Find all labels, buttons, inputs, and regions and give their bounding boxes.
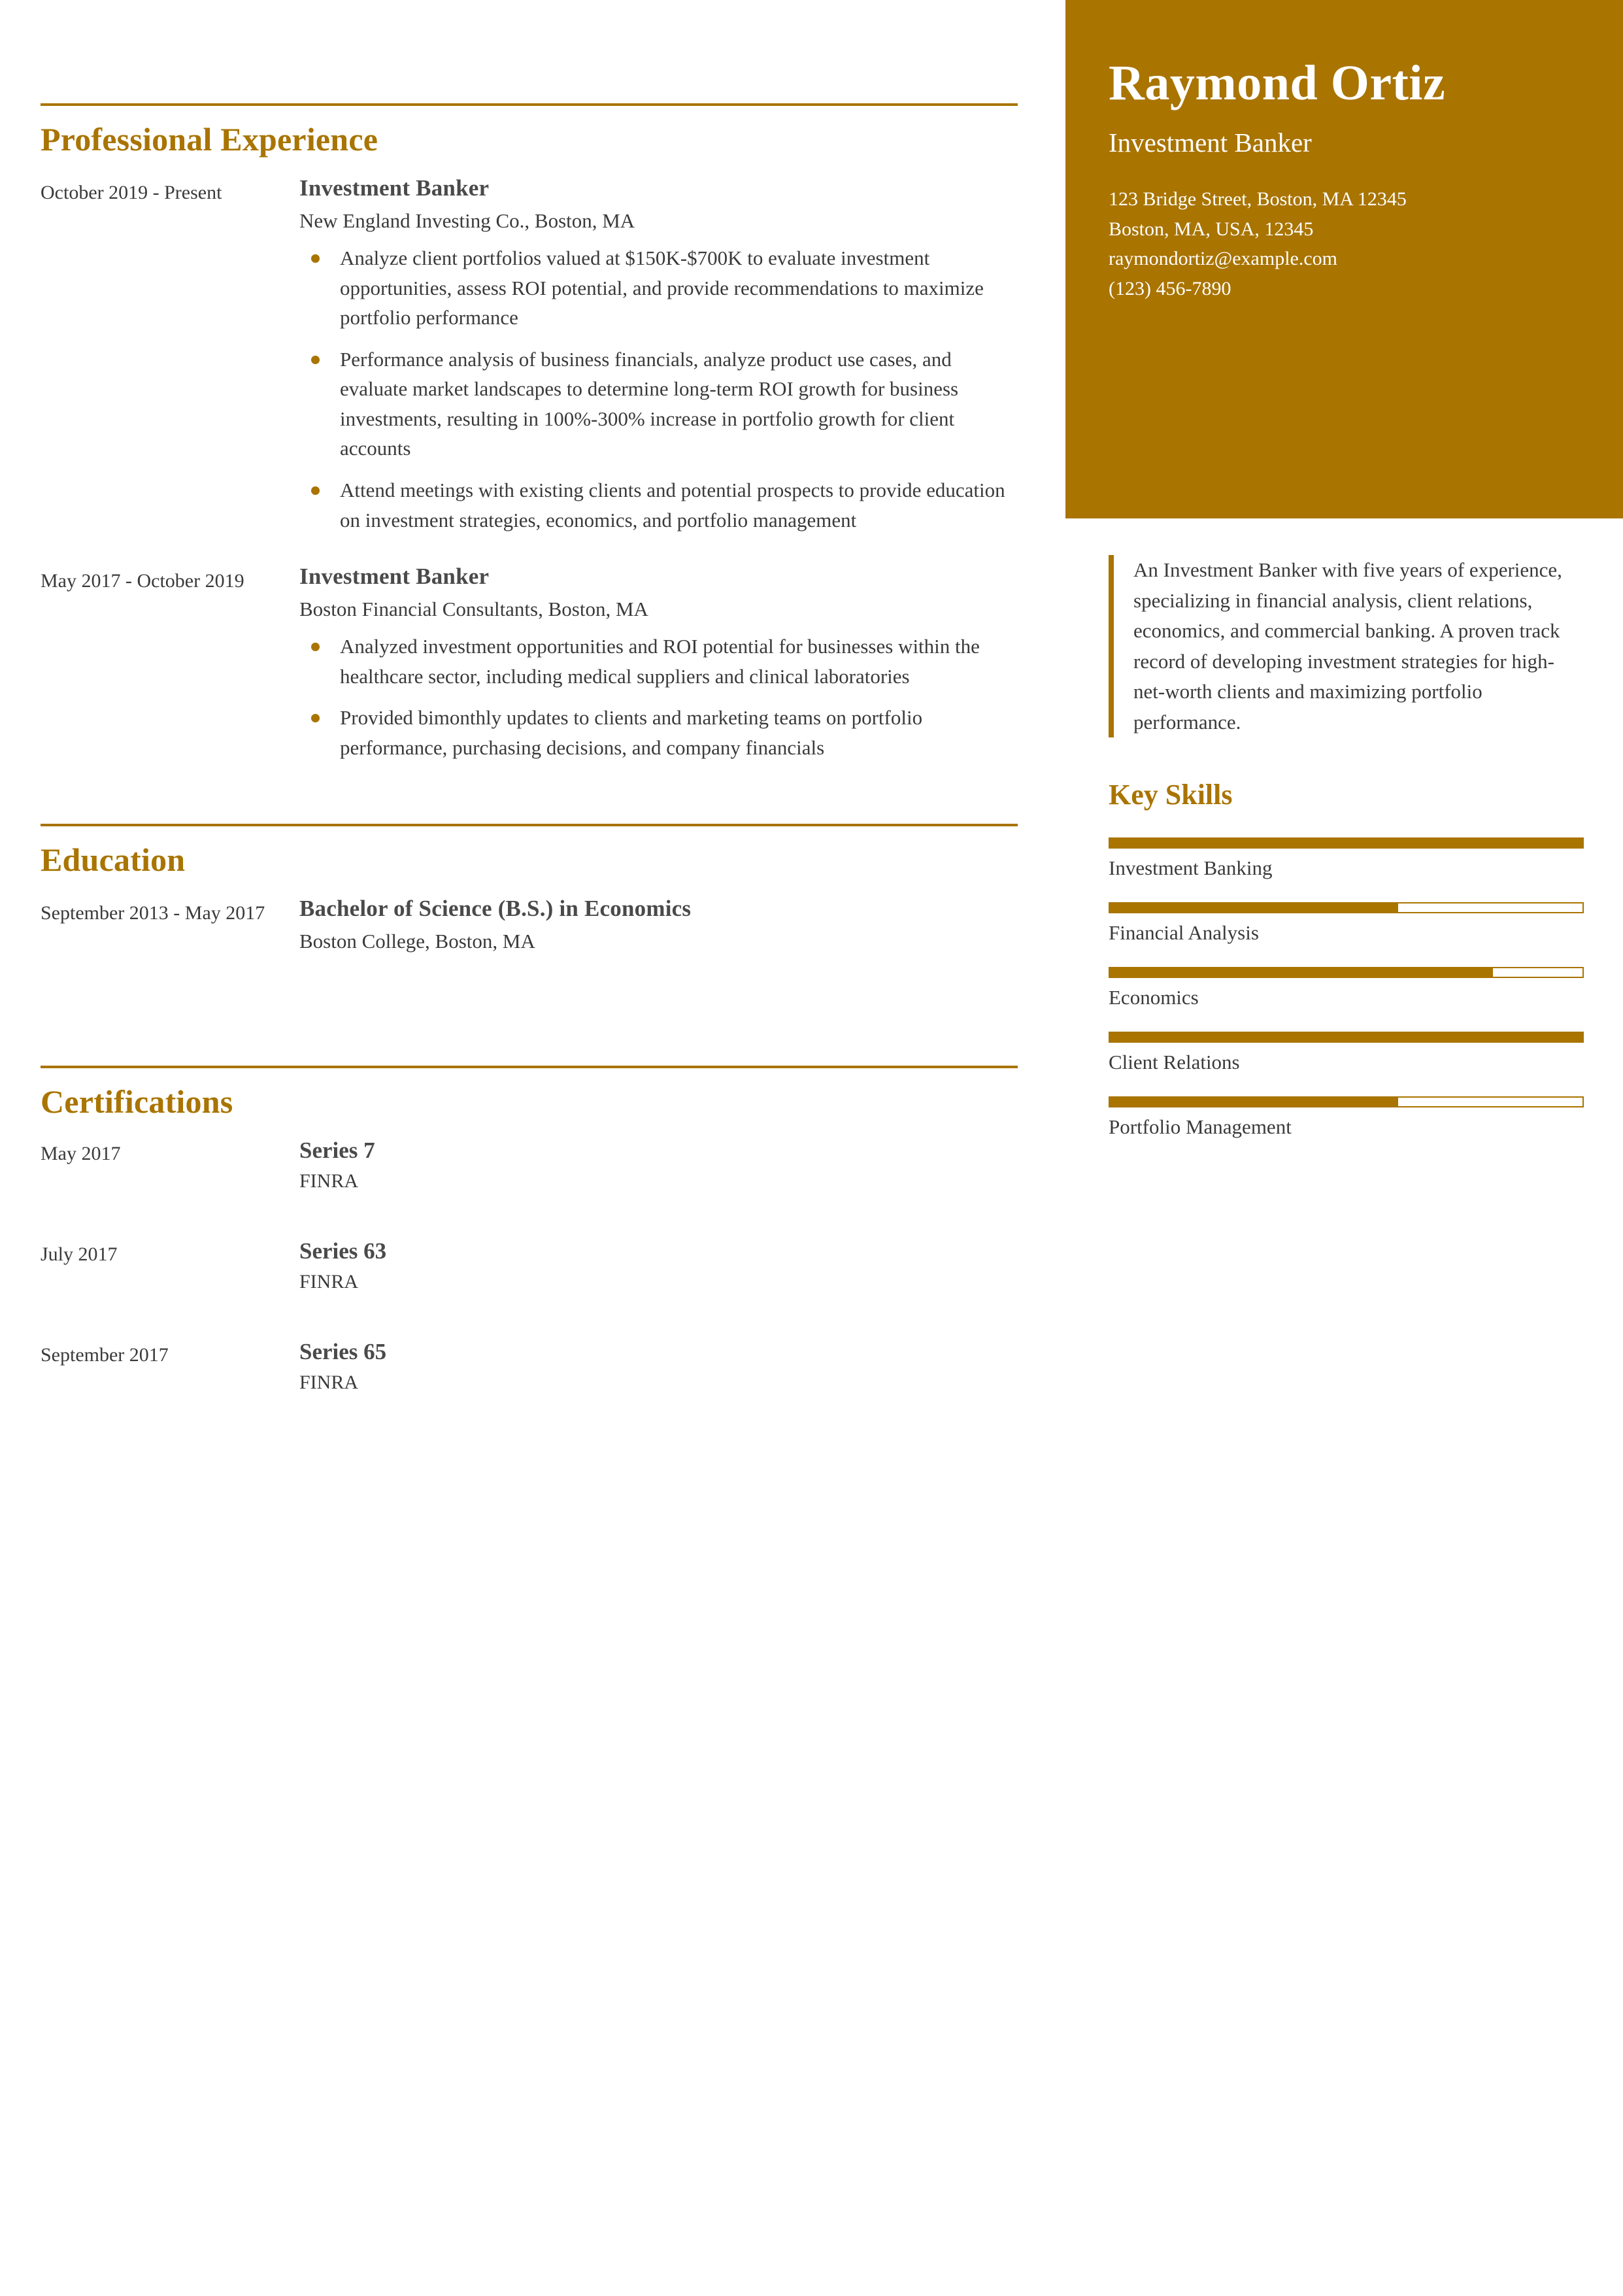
certification-entry: [41, 1238, 1018, 1293]
sidebar-column: [1065, 0, 1623, 1161]
certification-date: September 2017: [41, 1344, 169, 1366]
education-date: September 2013 - May 2017: [41, 902, 265, 924]
certification-entry: [41, 1339, 1018, 1394]
certification-date: July 2017: [41, 1243, 118, 1266]
skill-label: Financial Analysis: [1109, 921, 1259, 944]
certification-name: Series 63: [299, 1238, 387, 1264]
skill-item: [1109, 902, 1584, 945]
experience-date: May 2017 - October 2019: [41, 570, 244, 592]
skill-bar-fill: [1110, 1098, 1398, 1106]
certification-date: May 2017: [41, 1143, 121, 1165]
skill-bar-fill: [1110, 839, 1582, 847]
section-title-education: Education: [41, 841, 186, 879]
certification-name: Series 65: [299, 1339, 387, 1365]
skill-item: [1109, 837, 1584, 880]
section-professional-experience: [41, 103, 1018, 785]
key-skills-section: [1065, 778, 1623, 1139]
experience-date: October 2019 - Present: [41, 182, 222, 203]
summary-accent-bar: [1109, 555, 1114, 737]
education-degree: Bachelor of Science (B.S.) in Economics: [299, 896, 692, 922]
contact-email[interactable]: raymondortiz@example.com: [1109, 248, 1338, 270]
candidate-name: Raymond Ortiz: [1109, 56, 1446, 110]
contact-phone[interactable]: (123) 456-7890: [1109, 277, 1231, 299]
skill-item: [1109, 967, 1584, 1009]
section-title-experience: Professional Experience: [41, 121, 378, 158]
profile-summary: [1065, 555, 1623, 737]
experience-bullet: Analyzed investment opportunities and ROI potential for businesses within the healthcare sector, including medical suppliers and clinical laboratories: [299, 632, 1018, 691]
certification-details: [295, 1238, 1018, 1293]
skill-item: [1109, 1096, 1584, 1139]
header-band: [1065, 0, 1623, 518]
experience-employer: New England Investing Co., Boston, MA: [299, 209, 635, 232]
certification-name: Series 7: [299, 1138, 375, 1164]
experience-job-title: Investment Banker: [299, 175, 490, 201]
certification-issuer: FINRA: [299, 1372, 359, 1394]
experience-employer: Boston Financial Consultants, Boston, MA: [299, 598, 648, 621]
experience-details: [295, 564, 1018, 785]
experience-bullet: Provided bimonthly updates to clients and marketing teams on portfolio performance, purchasing decisions, and company financials: [299, 703, 1018, 762]
experience-bullet: Attend meetings with existing clients and potential prospects to provide education on investment strategies, economics, and portfolio management: [299, 475, 1018, 535]
section-title-certifications: Certifications: [41, 1083, 233, 1121]
skill-bar-track: [1109, 902, 1584, 913]
experience-details: [295, 175, 1018, 557]
section-certifications: [41, 1066, 1018, 1394]
skill-bar-fill: [1110, 1033, 1582, 1041]
skill-bar-track: [1109, 967, 1584, 978]
certification-details: [295, 1138, 1018, 1192]
experience-bullet-list: [299, 632, 1018, 762]
section-divider: [41, 103, 1018, 106]
summary-text: An Investment Banker with five years of experience, specializing in financial analysis, client relations, economics, and commercial banking. A proven track record of developing investment strategies for high-net-worth clients and maximizing portfolio performance.: [1133, 558, 1562, 734]
education-entry: [41, 896, 1018, 964]
skill-label: Portfolio Management: [1109, 1115, 1292, 1138]
certification-entry: [41, 1138, 1018, 1192]
section-education: [41, 824, 1018, 964]
certification-issuer: FINRA: [299, 1271, 359, 1293]
skill-bar-track: [1109, 1032, 1584, 1043]
skill-bar-fill: [1110, 968, 1493, 977]
skill-label: Investment Banking: [1109, 856, 1273, 879]
certification-details: [295, 1339, 1018, 1394]
skill-label: Client Relations: [1109, 1051, 1240, 1073]
section-title-key-skills: Key Skills: [1109, 779, 1233, 811]
skill-label: Economics: [1109, 986, 1199, 1009]
experience-bullet-list: [299, 243, 1018, 535]
section-divider: [41, 824, 1018, 826]
experience-bullet: Analyze client portfolios valued at $150K-$700K to evaluate investment opportunities, assess ROI potential, and provide recommendations to maximize portfolio performance: [299, 243, 1018, 333]
certification-issuer: FINRA: [299, 1170, 359, 1192]
skill-bar-fill: [1110, 903, 1398, 912]
education-school: Boston College, Boston, MA: [299, 930, 535, 953]
skill-bar-track: [1109, 1096, 1584, 1107]
contact-address: 123 Bridge Street, Boston, MA 12345: [1109, 188, 1407, 211]
experience-bullet: Performance analysis of business financials, analyze product use cases, and evaluate market landscapes to determine long-term ROI growth for business investments, resulting in 100%-300% increase in portfolio growth for client accounts: [299, 345, 1018, 464]
experience-job-title: Investment Banker: [299, 564, 490, 590]
skill-bar-track: [1109, 837, 1584, 849]
experience-entry: [41, 564, 1018, 785]
contact-city: Boston, MA, USA, 12345: [1109, 218, 1314, 240]
section-divider: [41, 1066, 1018, 1068]
experience-entry: [41, 175, 1018, 557]
education-details: [295, 896, 1018, 964]
candidate-job-title: Investment Banker: [1109, 127, 1312, 158]
main-content-column: [41, 103, 1018, 1440]
skill-item: [1109, 1032, 1584, 1074]
